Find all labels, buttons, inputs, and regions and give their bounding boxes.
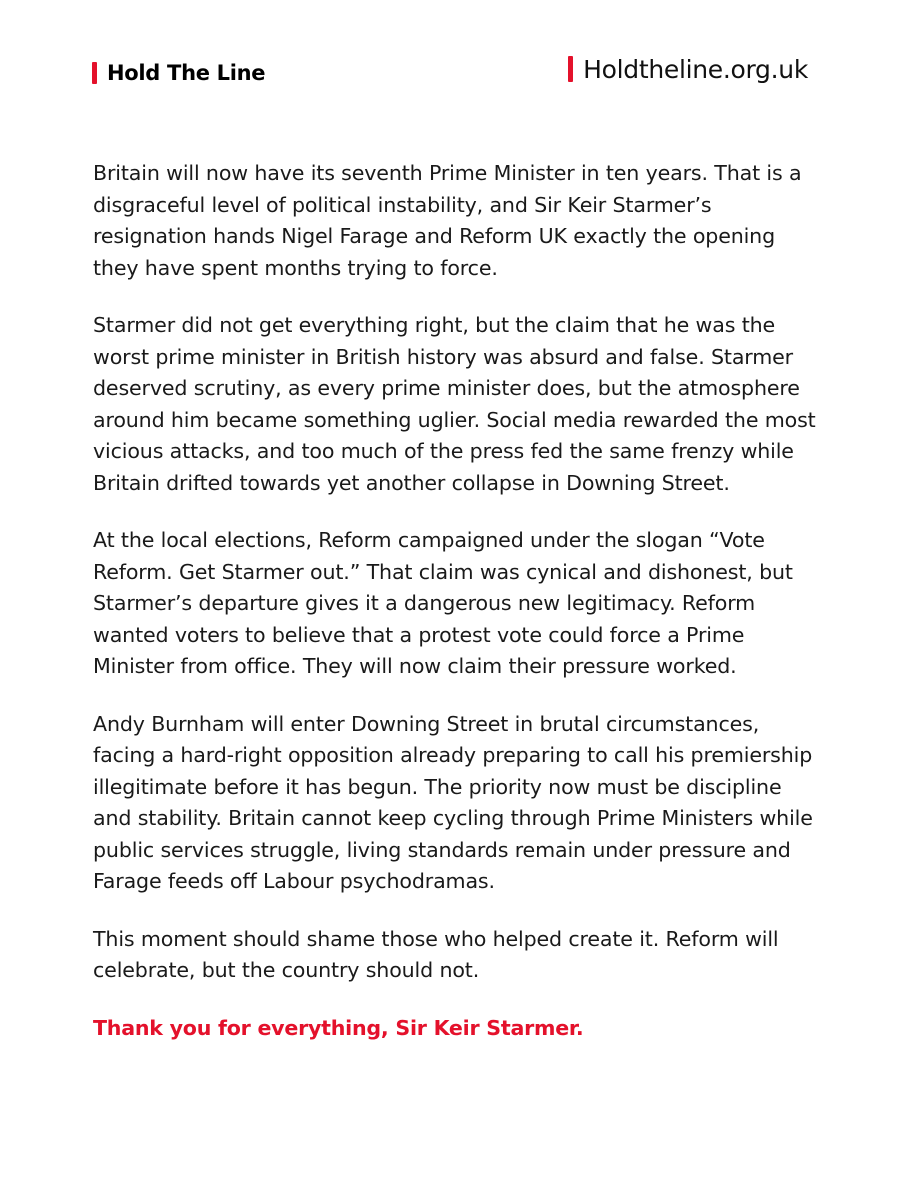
article-paragraph-5: This moment should shame those who helped create it. Reform will celebrate, but the country should not. bbox=[93, 926, 779, 982]
website-accent-bar bbox=[568, 56, 573, 82]
article-paragraph-1: Britain will now have its seventh Prime Minister in ten years. That is a disgraceful level of political instability, and Sir Keir Starmer’s resignation hands Nigel Farage and Reform UK exactly the opening they have spent months trying to force. bbox=[93, 161, 802, 280]
article-paragraph-2: Starmer did not get everything right, but the claim that he was the worst prime minister in British history was absurd and false. Starmer deserved scrutiny, as every prime minister does, but the atmosphere around him became something uglier. Social media rewarded the most vicious attacks, and too much of the press fed the same frenzy while Britain drifted towards yet another collapse in Downing Street. bbox=[93, 313, 816, 495]
brand-accent-bar bbox=[92, 62, 97, 84]
article-signoff: Thank you for everything, Sir Keir Starmer. bbox=[93, 1015, 584, 1040]
header bbox=[92, 56, 808, 96]
website-label bbox=[568, 56, 808, 82]
brand-name: Hold The Line bbox=[107, 60, 266, 85]
article-paragraph-4: Andy Burnham will enter Downing Street in brutal circumstances, facing a hard-right opposition already preparing to call his premiership illegitimate before it has begun. The priority now must be discipline and stability. Britain cannot keep cycling through Prime Ministers while public services struggle, living standards remain under pressure and Farage feeds off Labour psychodramas. bbox=[93, 711, 813, 893]
brand-logo bbox=[92, 62, 265, 84]
website-url: Holdtheline.org.uk bbox=[583, 54, 808, 84]
article-paragraph-3: At the local elections, Reform campaigned under the slogan “Vote Reform. Get Starmer out.” That claim was cynical and dishonest, but Starmer’s departure gives it a dangerous new legitimacy. Reform wanted voters to believe that a protest vote could force a Prime Minister from office. They will now claim their pressure worked. bbox=[93, 528, 793, 678]
article-body bbox=[93, 158, 823, 1070]
